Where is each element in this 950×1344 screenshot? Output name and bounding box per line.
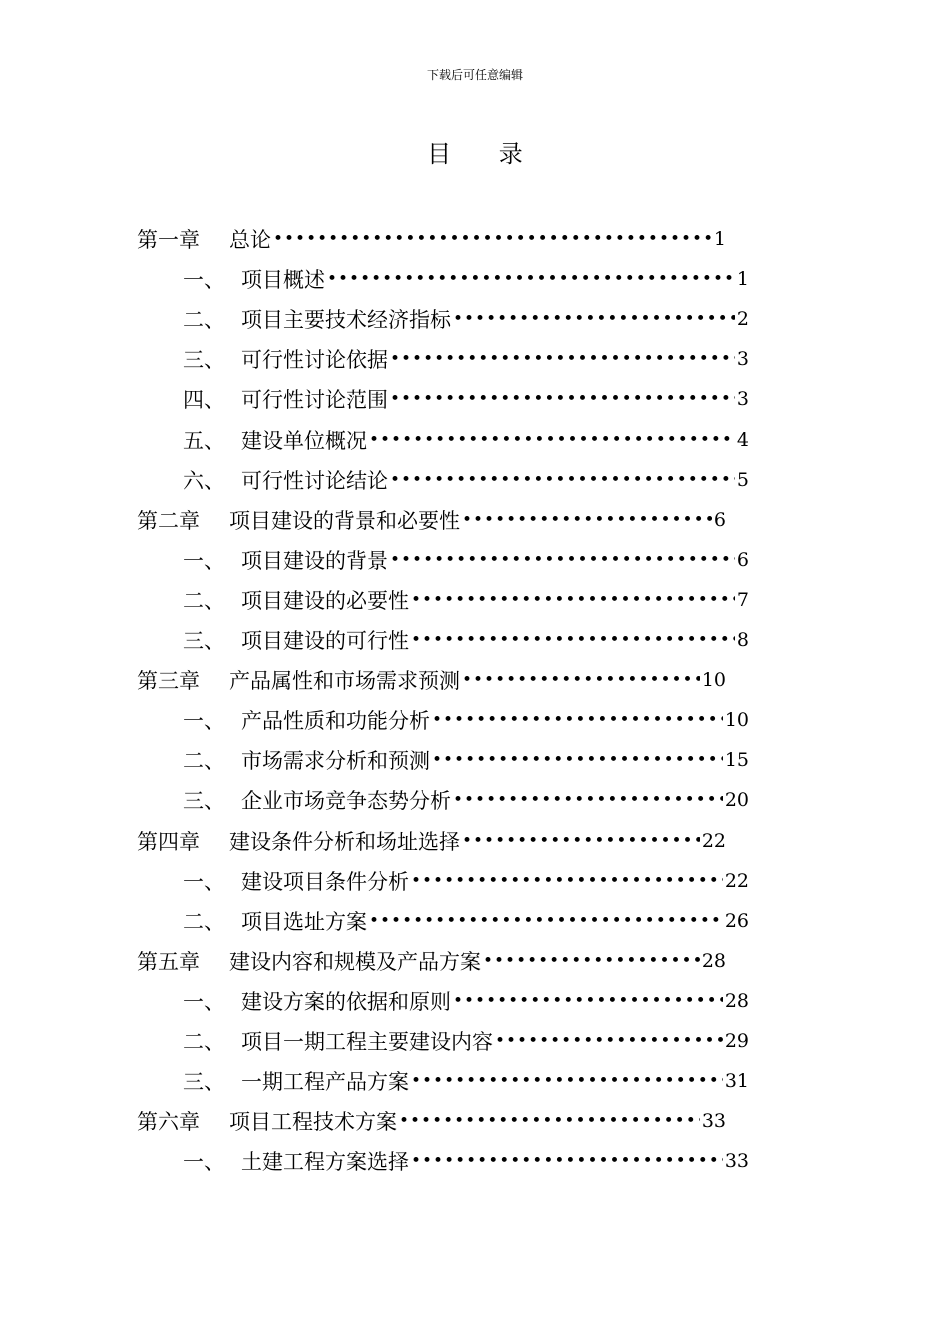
toc-dot-leader [462, 510, 712, 530]
toc-page-number: 3 [736, 348, 749, 371]
toc-section-entry[interactable] [183, 1144, 749, 1178]
toc-section-entry[interactable] [183, 1024, 749, 1058]
toc-dot-leader [399, 1111, 700, 1131]
toc-dot-leader [369, 430, 735, 450]
toc-page-number: 10 [701, 669, 726, 692]
toc-page-number: 1 [736, 268, 749, 291]
toc-dot-leader [411, 590, 735, 610]
toc-chapter-entry[interactable] [137, 824, 726, 858]
toc-entry-number: 二、 [183, 1030, 225, 1054]
toc-entry-label: 可行性讨论范围 [241, 388, 388, 413]
toc-entry-label: 建设方案的依据和原则 [241, 989, 451, 1014]
toc-dot-leader [390, 349, 735, 369]
toc-entry-number: 一、 [183, 268, 225, 293]
toc-entry-number: 第五章 [137, 949, 200, 974]
toc-chapter-entry[interactable] [137, 1104, 726, 1138]
toc-section-entry[interactable] [183, 984, 749, 1018]
toc-page-number: 6 [736, 548, 749, 571]
toc-section-entry[interactable] [183, 543, 749, 577]
toc-section-entry[interactable] [183, 262, 749, 296]
toc-entry-number: 六、 [183, 468, 225, 493]
toc-page-number: 7 [736, 588, 749, 611]
toc-page-number: 33 [724, 1150, 749, 1173]
toc-entry-label: 项目选址方案 [241, 909, 367, 934]
toc-page-number: 33 [701, 1110, 726, 1133]
toc-dot-leader [390, 470, 735, 490]
toc-page-number: 1 [713, 228, 726, 250]
toc-entry-number: 二、 [183, 588, 225, 613]
toc-dot-leader [453, 309, 735, 329]
toc-dot-leader [390, 550, 735, 570]
toc-dot-leader [273, 229, 712, 249]
toc-entry-label: 建设内容和规模及产品方案 [229, 949, 481, 974]
header-note: 下载后可任意编辑 [426, 68, 523, 82]
toc-page-number: 3 [736, 388, 749, 411]
toc-entry-number: 三、 [183, 629, 225, 653]
toc-section-entry[interactable] [183, 382, 749, 416]
toc-entry-label: 项目建设的必要性 [241, 588, 409, 613]
toc-dot-leader [411, 630, 735, 650]
toc-dot-leader [462, 831, 700, 851]
toc-entry-label: 建设项目条件分析 [241, 869, 409, 894]
toc-dot-leader [432, 710, 723, 730]
toc-entry-label: 可行性讨论依据 [241, 348, 388, 373]
toc-page-number: 29 [724, 1030, 749, 1052]
toc-dot-leader [462, 670, 700, 690]
toc-entry-label: 项目一期工程主要建设内容 [241, 1030, 493, 1054]
toc-entry-label: 项目建设的可行性 [241, 629, 409, 653]
toc-entry-number: 第六章 [137, 1110, 200, 1135]
toc-entry-label: 项目主要技术经济指标 [241, 308, 451, 333]
toc-entry-label: 可行性讨论结论 [241, 468, 388, 493]
toc-page-number: 5 [736, 468, 749, 491]
toc-dot-leader [411, 1151, 723, 1171]
toc-dot-leader [432, 750, 723, 770]
toc-entry-number: 四、 [183, 388, 225, 413]
toc-chapter-entry[interactable] [137, 944, 726, 978]
toc-dot-leader [411, 1071, 723, 1091]
toc-entry-label: 建设条件分析和场址选择 [229, 829, 460, 854]
toc-page-number: 6 [713, 508, 726, 531]
toc-section-entry[interactable] [183, 864, 749, 898]
toc-entry-number: 二、 [183, 909, 225, 934]
toc-page-number: 28 [701, 949, 726, 972]
toc-page-number: 2 [736, 308, 749, 331]
toc-entry-number: 第三章 [137, 669, 200, 694]
toc-entry-label: 土建工程方案选择 [241, 1150, 409, 1175]
toc-page-number: 26 [724, 909, 749, 932]
toc-page-number: 20 [724, 789, 749, 812]
toc-page-number: 4 [736, 428, 749, 451]
toc-page-number: 15 [724, 749, 749, 772]
toc-page-number: 22 [701, 829, 726, 852]
toc-dot-leader [327, 269, 735, 289]
toc-entry-number: 一、 [183, 548, 225, 573]
toc-entry-number: 第一章 [137, 228, 200, 252]
toc-entry-number: 二、 [183, 308, 225, 333]
toc-dot-leader [453, 991, 723, 1011]
toc-entry-number: 一、 [183, 989, 225, 1014]
toc-page-number: 10 [724, 709, 749, 732]
toc-dot-leader [390, 389, 735, 409]
toc-entry-label: 项目建设的背景和必要性 [229, 508, 460, 533]
toc-dot-leader [411, 871, 723, 891]
toc-section-entry[interactable] [183, 703, 749, 737]
toc-section-entry[interactable] [183, 302, 749, 336]
toc-section-entry[interactable] [183, 623, 749, 657]
toc-entry-number: 第四章 [137, 829, 200, 854]
toc-entry-label: 产品性质和功能分析 [241, 709, 430, 734]
toc-entry-number: 第二章 [137, 508, 200, 533]
toc-chapter-entry[interactable] [137, 222, 726, 256]
toc-entry-number: 一、 [183, 869, 225, 894]
toc-entry-number: 三、 [183, 348, 225, 373]
toc-entry-label: 项目概述 [241, 268, 325, 293]
toc-page-number: 31 [724, 1070, 749, 1093]
toc-chapter-entry[interactable] [137, 503, 726, 537]
toc-section-entry[interactable] [183, 342, 749, 376]
toc-entry-label: 总论 [229, 228, 271, 252]
toc-entry-label: 建设单位概况 [241, 428, 367, 453]
toc-section-entry[interactable] [183, 1064, 749, 1098]
toc-section-entry[interactable] [183, 904, 749, 938]
toc-entry-label: 产品属性和市场需求预测 [229, 669, 460, 694]
toc-entry-label: 一期工程产品方案 [241, 1070, 409, 1095]
toc-section-entry[interactable] [183, 783, 749, 817]
toc-page-number: 8 [736, 629, 749, 651]
toc-section-entry[interactable] [183, 583, 749, 617]
toc-entry-label: 市场需求分析和预测 [241, 749, 430, 774]
toc-section-entry[interactable] [183, 743, 749, 777]
toc-title: 目 录 [427, 140, 543, 168]
toc-dot-leader [453, 790, 723, 810]
toc-entry-number: 一、 [183, 709, 225, 734]
toc-dot-leader [495, 1031, 723, 1051]
toc-entry-number: 五、 [183, 428, 225, 453]
toc-entry-number: 三、 [183, 789, 225, 814]
toc-entry-number: 三、 [183, 1070, 225, 1095]
toc-entry-number: 二、 [183, 749, 225, 774]
toc-chapter-entry[interactable] [137, 663, 726, 697]
toc-page-number: 22 [724, 869, 749, 892]
toc-entry-number: 一、 [183, 1150, 225, 1175]
toc-entry-label: 项目建设的背景 [241, 548, 388, 573]
toc-entry-label: 项目工程技术方案 [229, 1110, 397, 1135]
toc-page-number: 28 [724, 989, 749, 1012]
toc-section-entry[interactable] [183, 463, 749, 497]
toc-section-entry[interactable] [183, 423, 749, 457]
toc-dot-leader [483, 951, 700, 971]
toc-entry-label: 企业市场竞争态势分析 [241, 789, 451, 814]
toc-dot-leader [369, 911, 723, 931]
